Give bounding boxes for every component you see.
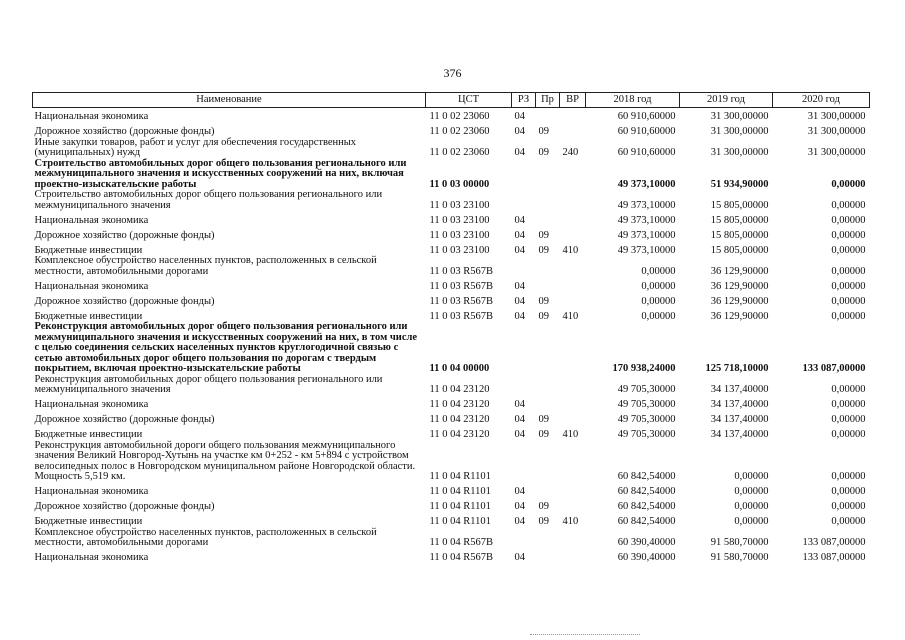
table-row — [33, 549, 870, 564]
table-row — [33, 307, 870, 322]
table-row — [33, 190, 870, 211]
header-vr: ВР — [560, 93, 586, 108]
cell-pr — [536, 375, 560, 396]
cell-2018: 60 842,54000 — [617, 486, 676, 497]
cell-rz — [512, 322, 536, 375]
cell-name: Реконструкция автомобильных дорог общего пользования регионального или межмуниципального значения — [34, 373, 383, 395]
cell-rz: 04 — [514, 501, 525, 512]
cell-pr: 09 — [538, 501, 549, 512]
cell-vr — [560, 211, 586, 226]
cell-pr — [536, 322, 560, 375]
cell-vr — [560, 256, 586, 277]
cell-name: Дорожное хозяйство (дорожные фонды) — [34, 414, 215, 425]
cell-2020: 0,00000 — [831, 310, 866, 322]
cell-rz: 04 — [514, 147, 525, 158]
cell-2018: 49 373,10000 — [617, 229, 676, 241]
cell-vr — [560, 375, 586, 396]
cell-2018: 60 910,60000 — [617, 147, 676, 158]
cell-vr — [560, 411, 586, 426]
cell-pr — [536, 483, 560, 498]
cell-2020: 0,00000 — [831, 399, 866, 410]
table-row — [33, 396, 870, 411]
cell-2019: 0,00000 — [734, 501, 769, 512]
cell-2018: 0,00000 — [641, 280, 676, 292]
cell-cst: 11 0 03 R567B — [429, 265, 493, 277]
cell-cst: 11 0 04 00000 — [429, 363, 490, 374]
cell-cst: 11 0 02 23060 — [429, 111, 490, 122]
cell-rz: 04 — [514, 552, 525, 563]
cell-pr: 09 — [538, 126, 549, 137]
cell-cst: 11 0 04 R567B — [429, 537, 493, 548]
cell-cst: 11 0 03 R567B — [429, 280, 493, 292]
cell-2019: 34 137,40000 — [710, 384, 769, 395]
cell-vr: 410 — [562, 310, 579, 322]
table-row — [33, 528, 870, 549]
cell-2020: 0,00000 — [831, 265, 866, 277]
cell-vr — [560, 190, 586, 211]
cell-rz — [512, 375, 536, 396]
header-cst: ЦСТ — [426, 93, 512, 108]
cell-2019: 31 300,00000 — [710, 111, 769, 122]
page-bottom-mark — [530, 634, 640, 637]
table-row — [33, 411, 870, 426]
cell-vr — [560, 322, 586, 375]
cell-2020: 0,00000 — [831, 501, 866, 512]
cell-name: Дорожное хозяйство (дорожные фонды) — [34, 126, 215, 137]
cell-2020: 0,00000 — [831, 516, 866, 527]
cell-rz: 04 — [514, 280, 525, 292]
table-row — [33, 211, 870, 226]
cell-2020: 133 087,00000 — [802, 537, 866, 548]
cell-name: Дорожное хозяйство (дорожные фонды) — [34, 295, 215, 307]
cell-name: Национальная экономика — [34, 486, 149, 497]
cell-name: Национальная экономика — [34, 280, 149, 292]
cell-pr — [536, 211, 560, 226]
cell-name: Бюджетные инвестиции — [34, 310, 143, 322]
cell-name: Национальная экономика — [34, 214, 149, 226]
cell-pr — [536, 190, 560, 211]
cell-2018: 49 373,10000 — [617, 199, 676, 211]
cell-cst: 11 0 04 R567B — [429, 552, 493, 563]
cell-rz — [512, 441, 536, 483]
table-row — [33, 123, 870, 138]
cell-vr: 410 — [562, 429, 579, 440]
table-row — [33, 498, 870, 513]
cell-cst: 11 0 04 R1101 — [429, 486, 491, 497]
cell-cst: 11 0 04 R1101 — [429, 516, 491, 527]
cell-vr — [560, 483, 586, 498]
cell-vr — [560, 108, 586, 123]
cell-2019: 34 137,40000 — [710, 429, 769, 440]
cell-rz: 04 — [514, 310, 525, 322]
cell-rz: 04 — [514, 295, 525, 307]
cell-2019: 31 300,00000 — [710, 126, 769, 137]
cell-2019: 34 137,40000 — [710, 414, 769, 425]
cell-2020: 0,00000 — [831, 471, 866, 482]
table-row — [33, 322, 870, 375]
cell-2020: 31 300,00000 — [807, 126, 866, 137]
cell-vr — [560, 159, 586, 191]
cell-2019: 0,00000 — [734, 471, 769, 482]
cell-2018: 60 842,54000 — [617, 471, 676, 482]
cell-name: Строительство автомобильных дорог общего пользования регионального или межмуниципального значения и искусственных сооружений на них, включая проектно-изыскательские работы — [34, 157, 407, 190]
cell-2020: 0,00000 — [831, 214, 866, 226]
cell-rz: 04 — [514, 429, 525, 440]
cell-pr — [536, 256, 560, 277]
cell-2018: 49 705,30000 — [617, 384, 676, 395]
cell-cst: 11 0 04 23120 — [429, 414, 490, 425]
cell-2020: 31 300,00000 — [807, 111, 866, 122]
cell-2020: 0,00000 — [831, 199, 866, 211]
page-number: 376 — [443, 66, 462, 80]
header-pr: Пр — [536, 93, 560, 108]
cell-vr — [560, 123, 586, 138]
cell-2019: 36 129,90000 — [710, 310, 769, 322]
cell-pr: 09 — [538, 310, 549, 322]
cell-2019: 51 934,90000 — [710, 178, 769, 190]
cell-cst: 11 0 04 23120 — [429, 384, 490, 395]
cell-name: Реконструкция автомобильной дороги общего пользования межмуниципального значения Великий Новгород-Хутынь на участке км 0+252 - км 5+894 с устройством велосипедных полос в Новгородском муниципальном районе Новгородской области. Мощность 5,519 км. — [34, 439, 416, 482]
cell-vr — [560, 498, 586, 513]
cell-2020: 0,00000 — [831, 414, 866, 425]
cell-2018: 60 910,60000 — [617, 111, 676, 122]
cell-pr — [536, 441, 560, 483]
table-row — [33, 426, 870, 441]
cell-2020: 0,00000 — [831, 244, 866, 256]
header-2020: 2020 год — [773, 93, 870, 108]
cell-name: Дорожное хозяйство (дорожные фонды) — [34, 229, 215, 241]
cell-2018: 49 373,10000 — [617, 244, 676, 256]
cell-cst: 11 0 03 23100 — [429, 229, 490, 241]
cell-2018: 60 390,40000 — [617, 537, 676, 548]
cell-2019: 15 805,00000 — [710, 214, 769, 226]
header-2018: 2018 год — [586, 93, 680, 108]
cell-rz: 04 — [514, 214, 525, 226]
table-row — [33, 375, 870, 396]
cell-2019: 15 805,00000 — [710, 199, 769, 211]
table-row — [33, 292, 870, 307]
cell-rz — [512, 528, 536, 549]
cell-2018: 49 373,10000 — [617, 178, 676, 190]
cell-2018: 49 705,30000 — [617, 399, 676, 410]
cell-2019: 15 805,00000 — [710, 244, 769, 256]
header-rz: РЗ — [512, 93, 536, 108]
cell-cst: 11 0 03 R567B — [429, 295, 493, 307]
cell-cst: 11 0 03 23100 — [429, 214, 490, 226]
cell-pr: 09 — [538, 295, 549, 307]
cell-cst: 11 0 04 R1101 — [429, 501, 491, 512]
cell-vr — [560, 396, 586, 411]
cell-pr — [536, 549, 560, 564]
cell-pr — [536, 277, 560, 292]
cell-rz: 04 — [514, 414, 525, 425]
cell-2020: 0,00000 — [831, 280, 866, 292]
cell-2018: 0,00000 — [641, 265, 676, 277]
cell-2018: 49 705,30000 — [617, 429, 676, 440]
cell-pr — [536, 528, 560, 549]
cell-2020: 0,00000 — [831, 486, 866, 497]
cell-2018: 60 842,54000 — [617, 501, 676, 512]
budget-table — [32, 92, 870, 564]
cell-2020: 0,00000 — [831, 295, 866, 307]
cell-rz: 04 — [514, 399, 525, 410]
cell-2019: 91 580,70000 — [710, 552, 769, 563]
cell-rz — [512, 256, 536, 277]
table-header-row — [33, 93, 870, 108]
cell-vr — [560, 292, 586, 307]
table-row — [33, 277, 870, 292]
cell-2019: 0,00000 — [734, 516, 769, 527]
cell-rz: 04 — [514, 111, 525, 122]
cell-name: Национальная экономика — [34, 111, 149, 122]
cell-cst: 11 0 03 23100 — [429, 199, 490, 211]
cell-2018: 60 910,60000 — [617, 126, 676, 137]
cell-2018: 49 373,10000 — [617, 214, 676, 226]
cell-pr — [536, 396, 560, 411]
cell-2020: 133 087,00000 — [802, 552, 866, 563]
cell-pr: 09 — [538, 429, 549, 440]
cell-2019: 0,00000 — [734, 486, 769, 497]
cell-2019: 36 129,90000 — [710, 280, 769, 292]
cell-rz: 04 — [514, 244, 525, 256]
cell-name: Реконструкция автомобильных дорог общего пользования регионального или межмуниципального значения и искусственных сооружений на них, в том числе с целью соединения сельских населенных пунктов круглогодичной связью с сетью автомобильных дорог общего пользования по дорогам с твердым покрытием, включая проектно-изыскательские работы — [34, 321, 418, 374]
table-body — [33, 108, 870, 564]
cell-name: Комплексное обустройство населенных пунктов, расположенных в сельской местности, автомобильными дорогами — [34, 526, 377, 548]
cell-cst: 11 0 03 00000 — [429, 178, 490, 190]
cell-2020: 0,00000 — [831, 178, 866, 190]
cell-2019: 36 129,90000 — [710, 265, 769, 277]
cell-pr: 09 — [538, 414, 549, 425]
header-name: Наименование — [33, 93, 426, 108]
cell-name: Комплексное обустройство населенных пунктов, расположенных в сельской местности, автомобильными дорогами — [34, 255, 377, 277]
table-row — [33, 159, 870, 191]
cell-name: Иные закупки товаров, работ и услуг для обеспечения государственных (муниципальных) нужд — [34, 136, 357, 158]
table-row — [33, 256, 870, 277]
cell-cst: 11 0 04 23120 — [429, 429, 490, 440]
cell-rz: 04 — [514, 486, 525, 497]
cell-cst: 11 0 03 23100 — [429, 244, 490, 256]
cell-name: Строительство автомобильных дорог общего пользования регионального или межмуниципального значения — [34, 189, 383, 211]
cell-2020: 133 087,00000 — [802, 363, 866, 374]
cell-2019: 91 580,70000 — [710, 537, 769, 548]
table-row — [33, 441, 870, 483]
cell-2019: 36 129,90000 — [710, 295, 769, 307]
cell-vr: 410 — [562, 244, 579, 256]
cell-name: Национальная экономика — [34, 399, 149, 410]
cell-2020: 31 300,00000 — [807, 147, 866, 158]
cell-cst: 11 0 02 23060 — [429, 126, 490, 137]
cell-vr: 240 — [562, 147, 579, 158]
table-row — [33, 138, 870, 159]
cell-cst: 11 0 02 23060 — [429, 147, 490, 158]
cell-rz — [512, 159, 536, 191]
table-row — [33, 513, 870, 528]
table-row — [33, 108, 870, 123]
table-row — [33, 226, 870, 241]
header-2019: 2019 год — [680, 93, 773, 108]
cell-2019: 34 137,40000 — [710, 399, 769, 410]
cell-2020: 0,00000 — [831, 229, 866, 241]
cell-pr: 09 — [538, 244, 549, 256]
cell-2019: 31 300,00000 — [710, 147, 769, 158]
cell-name: Бюджетные инвестиции — [34, 429, 143, 440]
cell-vr — [560, 277, 586, 292]
cell-name: Дорожное хозяйство (дорожные фонды) — [34, 501, 215, 512]
cell-2019: 125 718,10000 — [705, 363, 769, 374]
table-row — [33, 241, 870, 256]
cell-2018: 60 390,40000 — [617, 552, 676, 563]
cell-pr — [536, 159, 560, 191]
cell-cst: 11 0 03 R567B — [429, 310, 493, 322]
cell-name: Национальная экономика — [34, 552, 149, 563]
cell-name: Бюджетные инвестиции — [34, 244, 143, 256]
cell-cst: 11 0 04 R1101 — [429, 471, 491, 482]
cell-2018: 49 705,30000 — [617, 414, 676, 425]
table-row — [33, 483, 870, 498]
cell-vr — [560, 441, 586, 483]
cell-2018: 0,00000 — [641, 295, 676, 307]
cell-2018: 0,00000 — [641, 310, 676, 322]
cell-rz: 04 — [514, 126, 525, 137]
cell-vr — [560, 528, 586, 549]
cell-2019: 15 805,00000 — [710, 229, 769, 241]
cell-pr: 09 — [538, 516, 549, 527]
cell-pr — [536, 108, 560, 123]
cell-rz: 04 — [514, 516, 525, 527]
cell-vr: 410 — [562, 516, 579, 527]
cell-rz: 04 — [514, 229, 525, 241]
cell-pr: 09 — [538, 229, 549, 241]
cell-vr — [560, 549, 586, 564]
cell-vr — [560, 226, 586, 241]
cell-2020: 0,00000 — [831, 384, 866, 395]
cell-pr: 09 — [538, 147, 549, 158]
cell-cst: 11 0 04 23120 — [429, 399, 490, 410]
cell-2018: 60 842,54000 — [617, 516, 676, 527]
cell-name: Бюджетные инвестиции — [34, 516, 143, 527]
cell-2018: 170 938,24000 — [612, 363, 676, 374]
cell-2020: 0,00000 — [831, 429, 866, 440]
cell-rz — [512, 190, 536, 211]
